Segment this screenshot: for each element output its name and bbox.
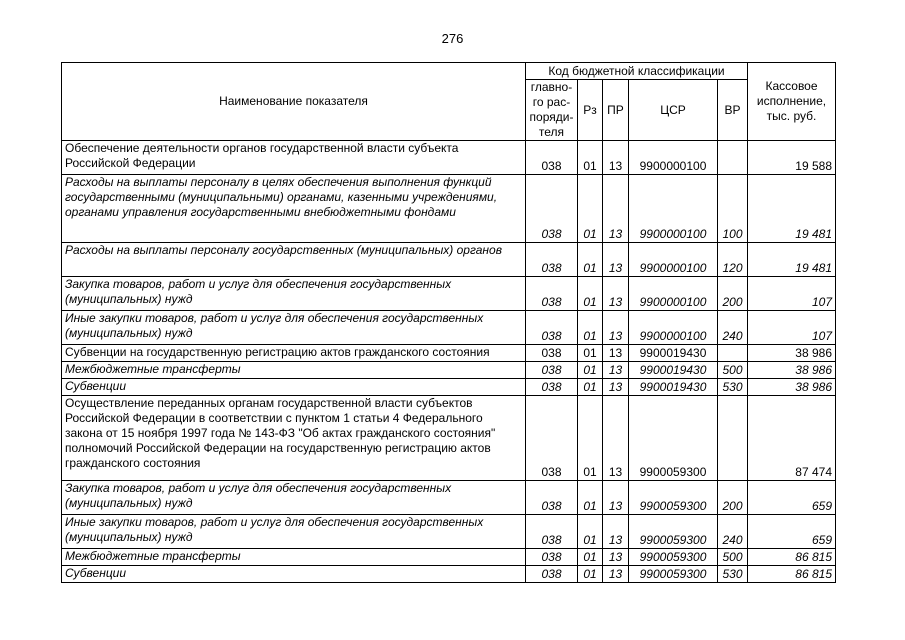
row-rz: 01 — [578, 481, 603, 515]
header-csr: ЦСР — [629, 80, 718, 141]
row-admin-code: 038 — [526, 243, 578, 277]
row-pr: 13 — [603, 311, 629, 345]
row-vr: 500 — [718, 362, 748, 379]
row-vr: 120 — [718, 243, 748, 277]
row-pr: 13 — [603, 566, 629, 583]
row-vr — [718, 141, 748, 175]
row-admin-code: 038 — [526, 481, 578, 515]
row-csr: 9900019430 — [629, 362, 718, 379]
row-amount: 659 — [748, 515, 836, 549]
row-csr: 9900059300 — [629, 549, 718, 566]
row-amount: 87 474 — [748, 396, 836, 481]
row-vr: 240 — [718, 515, 748, 549]
row-admin-code: 038 — [526, 549, 578, 566]
table-row — [62, 379, 836, 396]
row-amount: 19 481 — [748, 175, 836, 243]
table-row — [62, 362, 836, 379]
row-amount: 86 815 — [748, 566, 836, 583]
header-cash-execution: Кассовое исполнение, тыс. руб. — [748, 63, 836, 141]
row-amount: 38 986 — [748, 379, 836, 396]
row-admin-code: 038 — [526, 379, 578, 396]
row-pr: 13 — [603, 175, 629, 243]
row-csr: 9900059300 — [629, 515, 718, 549]
table-row — [62, 481, 836, 515]
row-rz: 01 — [578, 243, 603, 277]
row-admin-code: 038 — [526, 345, 578, 362]
row-admin-code: 038 — [526, 277, 578, 311]
row-admin-code: 038 — [526, 141, 578, 175]
row-rz: 01 — [578, 362, 603, 379]
table-row — [62, 277, 836, 311]
row-name: Иные закупки товаров, работ и услуг для обеспечения государственных (муниципальных) нужд — [62, 515, 526, 549]
row-vr: 530 — [718, 379, 748, 396]
row-name: Расходы на выплаты персоналу государственных (муниципальных) органов — [62, 243, 526, 277]
row-amount: 659 — [748, 481, 836, 515]
row-rz: 01 — [578, 345, 603, 362]
row-csr: 9900000100 — [629, 175, 718, 243]
row-amount: 107 — [748, 311, 836, 345]
row-vr: 200 — [718, 277, 748, 311]
row-name: Закупка товаров, работ и услуг для обеспечения государственных (муниципальных) нужд — [62, 277, 526, 311]
row-rz: 01 — [578, 549, 603, 566]
row-name: Межбюджетные трансферты — [62, 549, 526, 566]
row-pr: 13 — [603, 345, 629, 362]
row-csr: 9900000100 — [629, 243, 718, 277]
row-amount: 19 481 — [748, 243, 836, 277]
table-row — [62, 515, 836, 549]
row-name: Межбюджетные трансферты — [62, 362, 526, 379]
row-rz: 01 — [578, 396, 603, 481]
header-pr: ПР — [603, 80, 629, 141]
row-csr: 9900000100 — [629, 141, 718, 175]
row-csr: 9900000100 — [629, 277, 718, 311]
row-name: Осуществление переданных органам государственной власти субъектов Российской Федерации в соответствии с пунктом 1 статьи 4 Федерального закона от 15 ноября 1997 года № 143-ФЗ "Об актах гражданского состояния" полномочий Российской Федерации на государственную регистрацию актов гражданского состояния — [62, 396, 526, 481]
row-name: Субвенции на государственную регистрацию актов гражданского состояния — [62, 345, 526, 362]
table-row — [62, 549, 836, 566]
table-row — [62, 175, 836, 243]
row-rz: 01 — [578, 379, 603, 396]
row-amount: 19 588 — [748, 141, 836, 175]
row-amount: 38 986 — [748, 345, 836, 362]
row-rz: 01 — [578, 141, 603, 175]
row-vr: 530 — [718, 566, 748, 583]
table-row — [62, 396, 836, 481]
row-pr: 13 — [603, 396, 629, 481]
row-csr: 9900059300 — [629, 566, 718, 583]
row-name: Расходы на выплаты персоналу в целях обеспечения выполнения функций государственными (муниципальными) органами, казенными учреждениями, органами управления государственными внебюджетными фондами — [62, 175, 526, 243]
row-amount: 86 815 — [748, 549, 836, 566]
row-pr: 13 — [603, 243, 629, 277]
row-admin-code: 038 — [526, 311, 578, 345]
table-row — [62, 243, 836, 277]
row-pr: 13 — [603, 277, 629, 311]
row-vr: 500 — [718, 549, 748, 566]
row-amount: 38 986 — [748, 362, 836, 379]
budget-execution-table — [61, 62, 836, 583]
row-amount: 107 — [748, 277, 836, 311]
row-pr: 13 — [603, 141, 629, 175]
table-row — [62, 345, 836, 362]
row-vr — [718, 345, 748, 362]
row-vr: 100 — [718, 175, 748, 243]
row-rz: 01 — [578, 175, 603, 243]
row-name: Субвенции — [62, 566, 526, 583]
row-pr: 13 — [603, 549, 629, 566]
row-admin-code: 038 — [526, 396, 578, 481]
row-csr: 9900000100 — [629, 311, 718, 345]
row-admin-code: 038 — [526, 362, 578, 379]
header-budget-classification: Код бюджетной классификации — [526, 63, 748, 80]
row-name: Субвенции — [62, 379, 526, 396]
row-name: Закупка товаров, работ и услуг для обеспечения государственных (муниципальных) нужд — [62, 481, 526, 515]
row-name: Иные закупки товаров, работ и услуг для обеспечения государственных (муниципальных) нужд — [62, 311, 526, 345]
row-pr: 13 — [603, 362, 629, 379]
row-pr: 13 — [603, 379, 629, 396]
header-vr: ВР — [718, 80, 748, 141]
row-vr: 240 — [718, 311, 748, 345]
row-name: Обеспечение деятельности органов государственной власти субъекта Российской Федерации — [62, 141, 526, 175]
row-csr: 9900019430 — [629, 379, 718, 396]
row-rz: 01 — [578, 311, 603, 345]
row-admin-code: 038 — [526, 566, 578, 583]
row-rz: 01 — [578, 277, 603, 311]
page-number: 276 — [441, 31, 464, 46]
header-name: Наименование показателя — [62, 63, 526, 141]
header-chief-administrator: главно-го рас-поряди-теля — [526, 80, 578, 141]
row-pr: 13 — [603, 515, 629, 549]
row-rz: 01 — [578, 515, 603, 549]
table-row — [62, 566, 836, 583]
row-csr: 9900059300 — [629, 396, 718, 481]
table-row — [62, 311, 836, 345]
header-rz: Рз — [578, 80, 603, 141]
row-admin-code: 038 — [526, 515, 578, 549]
row-pr: 13 — [603, 481, 629, 515]
row-admin-code: 038 — [526, 175, 578, 243]
row-csr: 9900019430 — [629, 345, 718, 362]
row-vr: 200 — [718, 481, 748, 515]
row-csr: 9900059300 — [629, 481, 718, 515]
row-rz: 01 — [578, 566, 603, 583]
row-vr — [718, 396, 748, 481]
table-row — [62, 141, 836, 175]
